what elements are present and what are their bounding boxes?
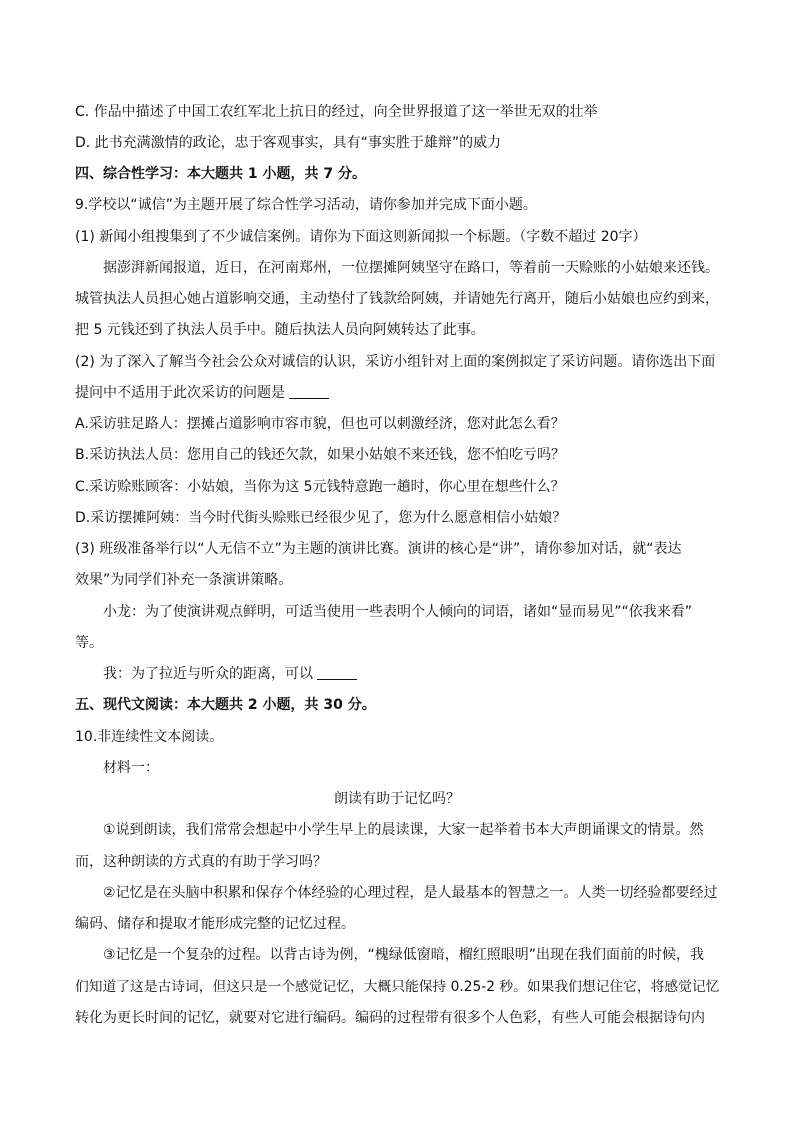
me-line xyxy=(103,664,725,684)
article-paragraph-line: ②记忆是在头脑中积累和保存个体经验的心理过程，是人最基本的智慧之一。人类一切经验都要经过 xyxy=(103,885,718,901)
question-9-2-line xyxy=(75,383,725,403)
question-9-2-text: 提问中不适用于此次采访的问题是 xyxy=(75,385,285,401)
question-9-1: (1) 新闻小组搜集到了不少诚信案例。请你为下面这则新闻拟一个标题。（字数不超过 20字） xyxy=(75,229,647,245)
news-paragraph-line: 城管执法人员担心她占道影响交通，主动垫付了钱款给阿姨，并请她先行离开，随后小姑娘也应约到来， xyxy=(75,291,719,307)
option-c-line: C. 作品中描述了中国工农红军北上抗日的经过，向全世界报道了这一举世无双的壮举 xyxy=(75,104,598,120)
question-9-2-line: (2) 为了深入了解当今社会公众对诚信的认识，采访小组针对上面的案例拟定了采访问题。请你选出下面 xyxy=(75,354,716,370)
question-10-stem: 10.非连续性文本阅读。 xyxy=(75,729,224,745)
news-paragraph-line: 把 5 元钱还到了执法人员手中。随后执法人员向阿姨转达了此事。 xyxy=(75,322,485,338)
article-paragraph-line: ③记忆是一个复杂的过程。以背古诗为例，“槐绿低窗暗，榴红照眼明”出现在我们面前的时候，我 xyxy=(103,947,705,963)
article-paragraph-line: 们知道了这是古诗词，但这只是一个感觉记忆，大概只能保持 0.25-2 秒。如果我们想记住它，将感觉记忆 xyxy=(75,979,720,995)
news-paragraph-line: 据澎湃新闻报道，近日，在河南郑州，一位摆摊阿姨坚守在路口，等着前一天赊账的小姑娘来还钱。 xyxy=(103,260,719,276)
article-paragraph-line: ①说到朗读，我们常常会想起中小学生早上的晨读课，大家一起举着书本大声朗诵课文的情景。然 xyxy=(103,822,704,838)
option-d-line: D. 此书充满激情的政论，忠于客观事实，具有“事实胜于雄辩”的威力 xyxy=(75,135,502,151)
section-4-header: 四、综合性学习：本大题共 1 小题，共 7 分。 xyxy=(75,166,366,182)
article-title: 朗读有助于记忆吗？ xyxy=(334,791,460,807)
article-paragraph-line: 而，这种朗读的方式真的有助于学习吗？ xyxy=(75,854,327,870)
question-9-3-line: (3) 班级准备举行以“人无信不立”为主题的演讲比赛。演讲的核心是“讲”，请你参加对话，就“表达 xyxy=(75,541,682,557)
question-9-3-line: 效果”为同学们补充一条演讲策略。 xyxy=(75,572,293,588)
xiaolong-line: 小龙：为了使演讲观点鲜明，可适当使用一些表明个人倾向的词语，诸如“显而易见”“依我来看” xyxy=(103,604,693,620)
option-a: A.采访驻足路人：摆摊占道影响市容市貌，但也可以刺激经济，您对此怎么看？ xyxy=(75,416,565,432)
article-paragraph-line: 编码、储存和提取才能形成完整的记忆过程。 xyxy=(75,916,355,932)
section-5-header: 五、现代文阅读：本大题共 2 小题，共 30 分。 xyxy=(75,697,376,713)
answer-blank xyxy=(289,384,329,399)
option-d: D.采访摆摊阿姨：当今时代街头赊账已经很少见了，您为什么愿意相信小姑娘？ xyxy=(75,510,567,526)
answer-blank xyxy=(317,665,357,680)
me-text: 我：为了拉近与听众的距离，可以 xyxy=(103,666,313,682)
option-c: C.采访赊账顾客：小姑娘，当你为这 5元钱特意跑一趟时，你心里在想些什么？ xyxy=(75,479,565,495)
option-b: B.采访执法人员：您用自己的钱还欠款，如果小姑娘不来还钱，您不怕吃亏吗？ xyxy=(75,447,566,463)
material-label: 材料一： xyxy=(103,760,159,776)
article-paragraph-line: 转化为更长时间的记忆，就要对它进行编码。编码的过程带有很多个人色彩，有些人可能会根据诗句内 xyxy=(75,1010,705,1026)
xiaolong-line: 等。 xyxy=(75,635,103,651)
question-9-stem: 9.学校以“诚信”为主题开展了综合性学习活动，请你参加并完成下面小题。 xyxy=(75,197,537,213)
